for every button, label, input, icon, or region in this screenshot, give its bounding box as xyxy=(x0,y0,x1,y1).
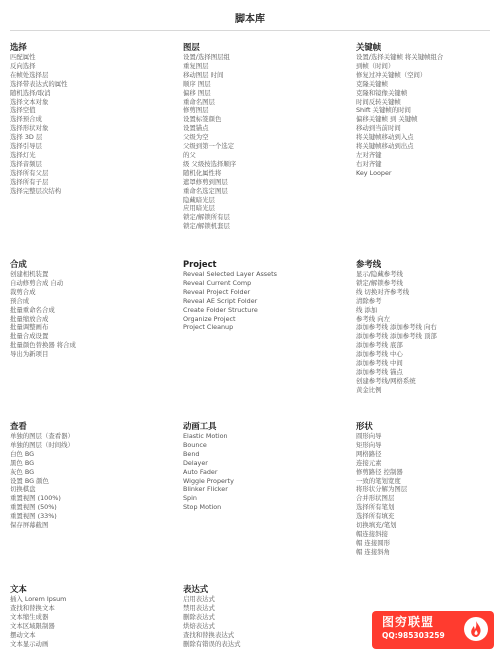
script-item[interactable]: 网格路径 xyxy=(356,449,382,458)
script-item[interactable]: 批量重命名合成 xyxy=(10,305,55,314)
section-compositions xyxy=(10,259,170,359)
script-item[interactable]: 将关键帧移动到出点 xyxy=(356,142,414,151)
script-item[interactable]: 黑色 BG xyxy=(10,458,35,467)
script-item[interactable]: 重置视图 (33%) xyxy=(10,512,57,521)
script-item[interactable]: 白色 BG xyxy=(10,449,35,458)
script-item[interactable]: 重置视图 (50%) xyxy=(10,503,57,512)
script-item[interactable]: 将形状分解为图层 xyxy=(356,485,408,494)
script-item[interactable]: 偏移关键帧 到 关键帧 xyxy=(356,115,418,124)
script-item[interactable]: Bend xyxy=(183,449,200,458)
section-title: 关键帧 xyxy=(356,42,382,52)
script-item[interactable]: 重命名图层 xyxy=(183,97,215,106)
script-item[interactable]: Spin xyxy=(183,494,197,503)
script-item[interactable]: 连接元素 xyxy=(356,458,382,467)
script-item[interactable]: 设置/选择图层组 xyxy=(183,53,230,61)
script-item[interactable]: 重命名选定图层 xyxy=(183,186,228,195)
section-title: 图层 xyxy=(183,42,200,52)
section-expressions xyxy=(183,584,343,648)
section-keyframes xyxy=(356,42,500,178)
section-title: Project xyxy=(183,259,217,269)
script-item[interactable]: 文本区域限制器 xyxy=(10,621,55,630)
script-item[interactable]: 重复图层 xyxy=(183,61,209,70)
script-item[interactable]: 查找和替换文本 xyxy=(10,603,55,612)
script-item[interactable]: Organize Project xyxy=(183,314,236,323)
script-item[interactable]: 圆形向导 xyxy=(356,432,382,440)
script-item[interactable]: 帽连接斜接 xyxy=(356,529,388,538)
header-divider xyxy=(10,30,490,31)
script-item[interactable]: 将关键帧移动到入点 xyxy=(356,133,414,142)
script-item[interactable]: 批量调整画布 xyxy=(10,323,49,332)
script-item[interactable]: Shift 关键帧的时间 xyxy=(356,106,411,115)
script-item[interactable]: 选择带表达式的属性 xyxy=(10,79,68,88)
script-item[interactable]: 文本显示动画 xyxy=(10,639,49,648)
script-item[interactable]: 级 父级按选择顺序 xyxy=(183,159,237,168)
section-title: 动画工具 xyxy=(183,421,217,431)
script-item[interactable]: 线 切换对齐参考线 xyxy=(356,287,410,296)
script-item[interactable]: 修复过冲关键帧（空间） xyxy=(356,70,427,79)
shapes-list xyxy=(356,432,500,557)
script-item[interactable]: 选择灯光 xyxy=(10,150,36,159)
script-item[interactable]: 克隆和镜像关键帧 xyxy=(356,88,408,97)
script-item[interactable]: 选择所有子层 xyxy=(10,177,49,186)
script-item[interactable]: 帽 连接斜角 xyxy=(356,547,390,556)
script-item[interactable]: 显示/隐藏参考线 xyxy=(356,270,403,278)
script-item[interactable]: 设置 BG 颜色 xyxy=(10,476,49,485)
selection-list xyxy=(10,53,170,196)
script-item[interactable]: 锁定/解锁机套层 xyxy=(183,222,230,231)
script-item[interactable]: 批量缩放合成 xyxy=(10,314,49,323)
script-item[interactable]: 灰色 BG xyxy=(10,467,35,476)
script-item[interactable]: 合并形状图层 xyxy=(356,494,395,503)
script-item[interactable]: 创建参考线/网格系统 xyxy=(356,376,416,385)
script-item[interactable]: 随机化属性将 xyxy=(183,168,222,177)
script-item[interactable]: 黄金比例 xyxy=(356,385,382,394)
section-selection xyxy=(10,42,170,196)
script-item[interactable]: 添加参考线 锚点 xyxy=(356,367,403,376)
script-item[interactable]: 切换填充/笔划 xyxy=(356,521,397,530)
section-title: 合成 xyxy=(10,259,27,269)
script-item[interactable]: Key Looper xyxy=(356,168,392,177)
script-item[interactable]: 启用表达式 xyxy=(183,595,215,603)
text-list xyxy=(10,595,170,648)
script-item[interactable]: Reveal Current Comp xyxy=(183,278,252,287)
script-item[interactable]: 移动图层 时间 xyxy=(183,70,224,79)
script-item[interactable]: 插入 Lorem Ipsum xyxy=(10,595,67,603)
flame-icon xyxy=(464,617,488,641)
section-title: 表达式 xyxy=(183,584,209,594)
script-item[interactable]: 添加参考线 中间 xyxy=(356,359,403,368)
script-item[interactable]: 线 添加 xyxy=(356,305,378,314)
script-item[interactable]: 批量颜色替换器 将合成 xyxy=(10,341,76,350)
script-item[interactable]: 摆动文本 xyxy=(10,630,36,639)
script-item[interactable]: 查找和替换表达式 xyxy=(183,630,235,639)
script-item[interactable]: 选择空值 xyxy=(10,106,36,115)
script-item[interactable]: 帽 连接圆形 xyxy=(356,538,390,547)
script-item[interactable]: Auto Fader xyxy=(183,467,218,476)
section-project xyxy=(183,259,343,332)
script-item[interactable]: Elastic Motion xyxy=(183,432,228,440)
section-animation xyxy=(183,421,343,512)
guides-list xyxy=(356,270,500,395)
script-item[interactable]: 父级为空 xyxy=(183,133,209,142)
script-item[interactable]: 重置视图 (100%) xyxy=(10,494,61,503)
script-item[interactable]: 选择 3D 层 xyxy=(10,133,43,142)
section-shapes xyxy=(356,421,500,557)
script-item[interactable]: 切换棋盘 xyxy=(10,485,36,494)
script-item[interactable]: 移动到当前时间 xyxy=(356,124,401,133)
script-item[interactable]: 修剪路径 控制器 xyxy=(356,467,403,476)
script-item[interactable]: 裁剪合成 xyxy=(10,287,36,296)
script-item[interactable]: 右对齐键 xyxy=(356,159,382,168)
script-item[interactable]: 在帧处选择层 xyxy=(10,70,49,79)
script-item[interactable]: 一致的笔划宽度 xyxy=(356,476,401,485)
script-item[interactable]: 隐藏暗光层 xyxy=(183,195,215,204)
script-item[interactable]: Create Folder Structure xyxy=(183,305,258,314)
script-item[interactable]: 左对齐键 xyxy=(356,150,382,159)
script-item[interactable]: 选择所有填充 xyxy=(356,512,395,521)
script-item[interactable]: 单独的图层（查看器） xyxy=(10,432,74,440)
script-item[interactable]: 删除表达式 xyxy=(183,612,215,621)
script-item[interactable]: 添加参考线 添加参考线 顶部 xyxy=(356,332,437,341)
script-item[interactable]: 设置/选择关键帧 将关键帧组合 xyxy=(356,53,444,61)
animation-list xyxy=(183,432,343,512)
script-item[interactable]: 顺序 图层 xyxy=(183,79,211,88)
script-item[interactable]: 时间反转关键帧 xyxy=(356,97,401,106)
keyframes-list xyxy=(356,53,500,178)
script-item[interactable]: Reveal Selected Layer Assets xyxy=(183,270,277,278)
script-item[interactable]: 禁用表达式 xyxy=(183,603,215,612)
section-title: 查看 xyxy=(10,421,27,431)
compositions-list xyxy=(10,270,170,359)
script-item[interactable]: 选择形状对象 xyxy=(10,124,49,133)
watermark-qq: QQ:985303259 xyxy=(382,631,445,640)
section-view xyxy=(10,421,170,530)
script-item[interactable]: 参考线 向左 xyxy=(356,314,390,323)
script-item[interactable]: 偏移 图层 xyxy=(183,88,211,97)
script-item[interactable]: 选择预合成 xyxy=(10,115,42,124)
script-item[interactable]: 删除有错误的表达式 xyxy=(183,639,241,648)
script-item[interactable]: Blinker Flicker xyxy=(183,485,228,494)
script-item[interactable]: 随机选择/取消 xyxy=(10,88,51,97)
section-layers xyxy=(183,42,343,231)
script-item[interactable]: 导出为新项目 xyxy=(10,350,49,359)
script-item[interactable]: Reveal Project Folder xyxy=(183,287,251,296)
script-item[interactable]: 到帧（时间） xyxy=(356,61,395,70)
script-item[interactable]: 父级到第一个选定 xyxy=(183,142,235,151)
expressions-list xyxy=(183,595,343,648)
script-item[interactable]: Wiggle Property xyxy=(183,476,234,485)
project-list xyxy=(183,270,343,332)
section-title: 选择 xyxy=(10,42,27,52)
script-item[interactable]: 选择音频层 xyxy=(10,159,42,168)
script-item[interactable]: 修剪图层 xyxy=(183,106,209,115)
script-item[interactable]: 锁定/解锁所有层 xyxy=(183,213,230,222)
script-item[interactable]: 应用暗光层 xyxy=(183,204,215,213)
script-item[interactable]: 单独的图层（时间线） xyxy=(10,440,74,449)
script-item[interactable]: Stop Motion xyxy=(183,503,222,512)
layers-list xyxy=(183,53,343,231)
section-guides xyxy=(356,259,500,395)
page-title: 脚本库 xyxy=(235,14,265,25)
script-item[interactable]: Project Cleanup xyxy=(183,323,234,332)
script-item[interactable]: 选择文本对象 xyxy=(10,97,49,106)
script-item[interactable]: 矩形向导 xyxy=(356,440,382,449)
script-item[interactable]: 添加参考线 添加参考线 向右 xyxy=(356,323,437,332)
section-title: 文本 xyxy=(10,584,27,594)
script-item[interactable]: 选择所有父层 xyxy=(10,168,49,177)
watermark-logo xyxy=(372,611,494,649)
script-item[interactable]: 选择引导层 xyxy=(10,142,42,151)
script-item[interactable]: 预合成 xyxy=(10,296,30,305)
script-item[interactable]: 自动修剪合成 自动 xyxy=(10,278,64,287)
script-item[interactable]: 匹配属性 xyxy=(10,53,36,61)
section-title: 参考线 xyxy=(356,259,382,269)
script-item[interactable]: Bounce xyxy=(183,440,207,449)
script-item[interactable]: 文本缩生成器 xyxy=(10,612,49,621)
section-text xyxy=(10,584,170,648)
script-item[interactable]: 的父 xyxy=(183,150,196,159)
script-item[interactable]: 反向选择 xyxy=(10,61,36,70)
view-list xyxy=(10,432,170,530)
script-item[interactable]: 添加参考线 中心 xyxy=(356,350,403,359)
script-item[interactable]: 添加参考线 底部 xyxy=(356,341,403,350)
section-title: 形状 xyxy=(356,421,373,431)
script-item[interactable]: 锁定/解锁参考线 xyxy=(356,278,403,287)
script-item[interactable]: 保存屏幕截图 xyxy=(10,521,49,530)
script-item[interactable]: 选择完整层次结构 xyxy=(10,186,62,195)
script-item[interactable]: 克隆关键帧 xyxy=(356,79,388,88)
script-item[interactable]: Delayer xyxy=(183,458,208,467)
script-item[interactable]: 烘焙表达式 xyxy=(183,621,215,630)
script-item[interactable]: 遮罩修剪到图层 xyxy=(183,177,228,186)
script-item[interactable]: 设置标签颜色 xyxy=(183,115,222,124)
script-item[interactable]: 设置锚点 xyxy=(183,124,209,133)
script-item[interactable]: 创建相机装置 xyxy=(10,270,49,278)
watermark-name: 图穷联盟 xyxy=(382,615,435,629)
script-item[interactable]: Reveal AE Script Folder xyxy=(183,296,258,305)
script-item[interactable]: 批量合成设置 xyxy=(10,332,49,341)
script-item[interactable]: 选择所有笔划 xyxy=(356,503,395,512)
script-item[interactable]: 清除参考 xyxy=(356,296,382,305)
